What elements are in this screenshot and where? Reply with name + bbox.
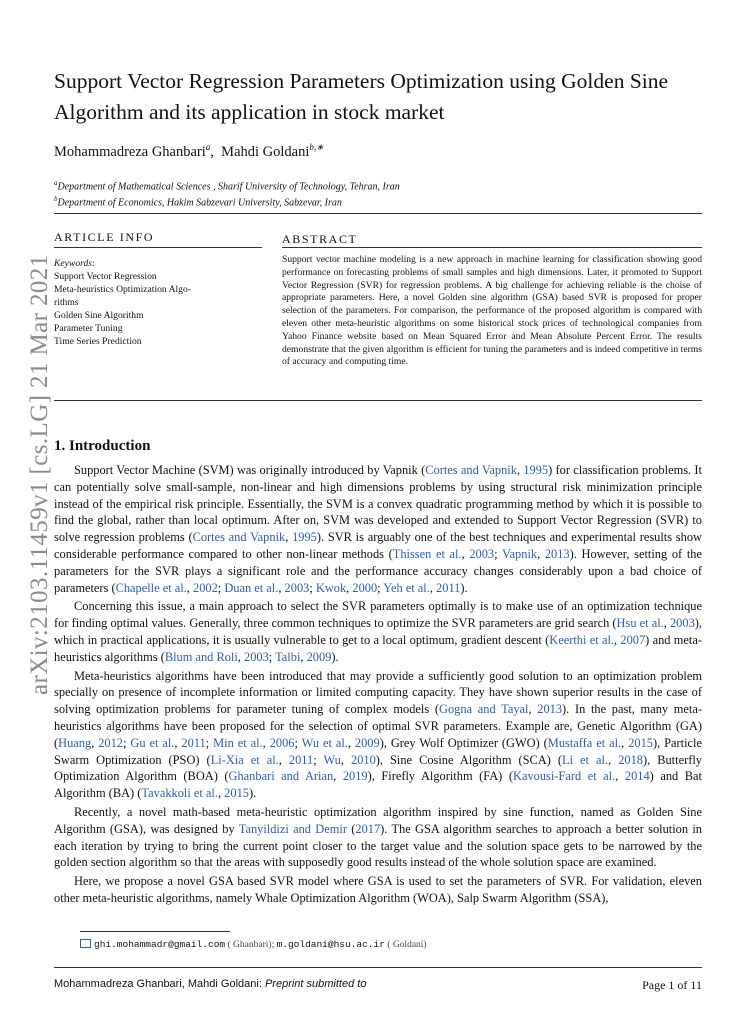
citation-link[interactable]: 2007 xyxy=(620,632,646,647)
citation-link[interactable]: Tanyildizi and Demir xyxy=(238,821,347,836)
author-name: Mohammadreza Ghanbari xyxy=(54,143,206,160)
header-rule xyxy=(54,213,702,214)
paragraph xyxy=(54,668,702,802)
article-info-rule xyxy=(54,247,262,248)
text-run: ), Grey Wolf Optimizer (GWO) ( xyxy=(379,735,548,750)
citation-link[interactable]: Hsu et al. xyxy=(616,616,664,631)
citation-link[interactable]: 2011 xyxy=(181,735,206,750)
citation-link[interactable]: 2003 xyxy=(244,649,269,664)
citation-link[interactable]: 2003 xyxy=(284,580,310,595)
text-run: ), Firefly Algorithm (FA) ( xyxy=(367,769,513,784)
citation-link[interactable]: 2011 xyxy=(436,580,461,595)
footnote-separator: ; xyxy=(271,940,275,950)
email-icon xyxy=(80,939,91,948)
text-run: ). xyxy=(248,786,257,801)
citation-link[interactable]: Wu xyxy=(323,752,341,767)
citation-link[interactable]: 2014 xyxy=(624,769,650,784)
citation-link[interactable]: 2000 xyxy=(352,580,378,595)
citation-link[interactable]: Kavousi-Fard et al. xyxy=(513,769,616,784)
text-run: Support Vector Machine (SVM) was originally introduced by Vapnik ( xyxy=(74,463,426,477)
citation-link[interactable]: Thissen et al. xyxy=(392,546,462,561)
text-run: ) and Bat Algorithm (BA) ( xyxy=(54,769,702,801)
citation-link[interactable]: Yeh et al. xyxy=(383,580,430,595)
text-run: , xyxy=(217,786,225,801)
abstract-bottom-rule xyxy=(54,400,702,401)
citation-link[interactable]: Mustaffa et al. xyxy=(547,735,622,750)
article-info-heading: ARTICLE INFO xyxy=(54,230,155,244)
citation-link[interactable]: Duan et al. xyxy=(224,580,279,595)
citation-link[interactable]: 2002 xyxy=(193,580,218,595)
text-run: , xyxy=(663,616,670,631)
citation-link[interactable]: 2003 xyxy=(469,546,495,561)
text-run: , xyxy=(537,546,545,561)
citation-link[interactable]: Huang xyxy=(58,735,92,750)
citation-link[interactable]: Gogna and Tayal xyxy=(439,702,529,717)
text-run: , xyxy=(347,735,355,750)
text-run: Meta-heuristics algorithms have been introduced that may provide a sufficiently good solution to an optimization problem specially on presence of incomplete information or limited computing capacity. They have shown superior results in the case of solving optimization problems for parameter tuning of complex models ( xyxy=(54,668,702,717)
text-run: ( xyxy=(346,821,356,836)
affiliation-text: Department of Economics, Hakim Sabzevari University, Sabzevar, Iran xyxy=(57,197,342,209)
text-run: ; xyxy=(313,752,324,767)
footnote-name: ( Goldani) xyxy=(387,940,427,950)
citation-link[interactable]: 2009 xyxy=(354,735,380,750)
affiliation-mark: b xyxy=(54,195,58,203)
text-run: ; xyxy=(377,580,384,595)
text-run: ). In the past, many meta-heuristics algorithms have been proposed for the selection of optimal SVR parameters. Example are, Genetic Algorithm (GA) ( xyxy=(54,702,702,750)
citation-link[interactable]: Blum and Roli xyxy=(164,649,238,664)
text-run: , xyxy=(429,580,437,595)
affiliation-mark: a xyxy=(54,179,58,187)
keywords-block: Keywords: Support Vector Regression Meta-heuristics Optimization Algo- rithms Golden Sine Algorithm Parameter Tuning Time Series Prediction xyxy=(54,257,234,348)
text-run: , xyxy=(528,702,538,717)
paragraph xyxy=(54,873,702,907)
citation-link[interactable]: 2012 xyxy=(98,735,123,750)
text-run: , xyxy=(262,735,270,750)
text-run: , xyxy=(608,752,619,767)
text-run: ). xyxy=(460,580,468,595)
citation-link[interactable]: 2015 xyxy=(224,786,249,801)
text-run: Recently, a novel math-based meta-heuristic optimization algorithm inspired by sine function, named as Golden Sine Algorithm (GSA), was designed by xyxy=(54,804,702,836)
text-run: , xyxy=(91,735,99,750)
citation-link[interactable]: Keerthi et al. xyxy=(549,632,614,647)
affiliation-text: Department of Mathematical Sciences , Sharif University of Technology, Tehran, Iran xyxy=(57,181,400,193)
author-name: Mahdi Goldani xyxy=(221,143,310,160)
citation-link[interactable]: Talbi xyxy=(275,649,301,664)
keyword: Meta-heuristics Optimization Algo- xyxy=(54,284,191,295)
citation-link[interactable]: Min et al. xyxy=(213,735,263,750)
text-run: ), Particle Swarm Optimization (PSO) ( xyxy=(54,735,702,767)
email-link[interactable]: m.goldani@hsu.ac.ir xyxy=(276,939,385,950)
citation-link[interactable]: 1995 xyxy=(523,463,549,477)
citation-link[interactable]: Tavakkoli et al. xyxy=(141,786,218,801)
footer-rule xyxy=(54,967,702,968)
citation-link[interactable]: Cortes and Vapnik xyxy=(192,530,286,545)
text-run: , xyxy=(278,752,289,767)
citation-link[interactable]: 2003 xyxy=(669,616,695,631)
citation-link[interactable]: 2018 xyxy=(618,752,643,767)
running-footer xyxy=(54,978,366,990)
text-run: , xyxy=(340,752,351,767)
citation-link[interactable]: Li et al. xyxy=(562,752,609,767)
citation-link[interactable]: Cortes and Vapnik xyxy=(425,463,517,477)
text-run: , xyxy=(516,463,524,477)
section-heading: 1. Introduction xyxy=(54,438,151,454)
text-run: ) and meta-heuristics algorithms ( xyxy=(54,632,702,664)
citation-link[interactable]: 2011 xyxy=(288,752,314,767)
citation-link[interactable]: Li-Xia et al. xyxy=(210,752,279,767)
text-run: , xyxy=(615,769,625,784)
footer-authors: Mohammadreza Ghanbari, Mahdi Goldani: xyxy=(54,978,262,990)
text-run: ; xyxy=(217,580,225,595)
keyword: Golden Sine Algorithm xyxy=(54,310,144,321)
text-run: , xyxy=(346,580,353,595)
text-run: ; xyxy=(309,580,316,595)
citation-link[interactable]: 2006 xyxy=(269,735,295,750)
introduction-body xyxy=(54,462,702,909)
text-run: ; xyxy=(205,735,214,750)
footnote xyxy=(80,938,427,950)
keyword: Parameter Tuning xyxy=(54,323,123,334)
author-mark: b,∗ xyxy=(309,142,324,152)
citation-link[interactable]: 2019 xyxy=(342,769,368,784)
text-run: ; xyxy=(494,546,502,561)
abstract-rule xyxy=(282,247,702,248)
keywords-label: Keywords xyxy=(54,258,93,269)
text-run: ). The GSA algorithm searches to approach a better solution in each iteration by trying to bring the current point closer to the target value and the solution space gets to be narrowed by the golden section algorithm so that the areas with supposedly good results instead of the whole solution space are examined. xyxy=(54,821,702,870)
paragraph xyxy=(54,598,702,665)
citation-link[interactable]: Wu et al. xyxy=(301,735,348,750)
text-run: Here, we propose a novel GSA based SVR model where GSA is used to set the parameters of SVR. For validation, eleven other meta-heuristic algorithms, namely Whale Optimization Algorithm (WOA), Salp Swarm Algorithm (SSA), xyxy=(54,874,702,905)
citation-link[interactable]: 1995 xyxy=(292,530,317,545)
citation-link[interactable]: Vapnik xyxy=(501,546,538,561)
text-run: , xyxy=(613,632,621,647)
footnote-name: ( Ghanbari) xyxy=(227,940,272,950)
text-run: , xyxy=(300,649,307,664)
citation-link[interactable]: Gu et al. xyxy=(130,735,175,750)
author-list: Mohammadreza Ghanbari$^a$, Mahdi Goldani$^{b,∗}$ xyxy=(54,142,324,160)
affiliation xyxy=(54,179,400,192)
text-run: , xyxy=(174,735,182,750)
citation-link[interactable]: 2013 xyxy=(537,702,563,717)
text-run: , xyxy=(333,769,343,784)
text-run: , xyxy=(461,546,470,561)
text-run: ; xyxy=(123,735,131,750)
text-run: , xyxy=(285,530,293,545)
citation-link[interactable]: Ghanbari and Arian xyxy=(228,769,334,784)
citation-link[interactable]: 2013 xyxy=(544,546,570,561)
citation-link[interactable]: 2015 xyxy=(628,735,653,750)
citation-link[interactable]: Kwok xyxy=(315,580,347,595)
text-run: , xyxy=(621,735,629,750)
citation-link[interactable]: Chapelle et al. xyxy=(115,580,187,595)
paper-title: Support Vector Regression Parameters Optimization using Golden Sine Algorithm and its application in stock market xyxy=(54,69,669,124)
paragraph xyxy=(54,462,702,596)
keyword: rithms xyxy=(54,297,79,308)
footer-status: Preprint submitted to xyxy=(264,978,367,990)
citation-link[interactable]: 2010 xyxy=(351,752,376,767)
text-run: , xyxy=(186,580,193,595)
page-number: Page 1 of 11 xyxy=(642,978,702,992)
keyword: Support Vector Regression xyxy=(54,271,157,282)
citation-link[interactable]: 2009 xyxy=(306,649,332,664)
abstract-heading: ABSTRACT xyxy=(282,232,358,246)
arxiv-stamp-text: arXiv:2103.11459v1 [cs.LG] 21 Mar 2021 xyxy=(26,254,53,695)
text-run: ), Sine Cosine Algorithm (SCA) ( xyxy=(375,752,563,767)
email-link[interactable]: ghi.mohammadr@gmail.com xyxy=(94,939,226,950)
author-mark: a xyxy=(205,142,211,152)
affiliation xyxy=(54,195,342,208)
text-run: ). However, setting of the parameters for the SVR plays a significant role and the performance accuracy changes considerably upon a bad choice of parameters ( xyxy=(54,546,702,595)
text-run: , xyxy=(237,649,244,664)
text-run: ). xyxy=(331,649,339,664)
text-run: ). SVR is arguably one of the best techniques and experimental results show considerable performance compared to other non-linear methods ( xyxy=(54,530,702,561)
text-run: ; xyxy=(268,649,276,664)
abstract-text: Support vector machine modeling is a new approach in machine learning for classification showing good performance on forecasting problems of small samples and high dimensions. Later, it promoted to Support Vector Regression (SVR) for regression problems. A big challenge for achieving reliable is the choise of appropriate parameters. Here, a novel Golden sine algorithm (GSA) based SVR is proposed for proper selection of the parameters. For comparison, the performance of the proposed algorithm is compared with eleven other meta-heuristic algorithms on some historical stock prices of technological companies from Yahoo Finance website based on Mean Squared Error and Mean Absolute Percent Error. The results demonstrate that the given algorithm is efficient for tuning the parameters and is indeed competitive in terms of accuracy and computing time. xyxy=(282,254,702,368)
footnote-rule xyxy=(80,931,230,932)
text-run: ), Butterfly Optimization Algorithm (BOA) ( xyxy=(54,752,702,784)
citation-link[interactable]: 2017 xyxy=(355,821,381,836)
text-run: , xyxy=(278,580,285,595)
text-run: ), which in practical applications, it is usually vulnerable to get to a local optimum, gradient descent ( xyxy=(54,616,702,647)
text-run: ; xyxy=(294,735,302,750)
text-run: ) for classification problems. It can potentially solve small-sample, non-linear and high dimensions problems by using structural risk minimization principle instead of the empirical risk principle. Essentially, the SVM is a convex quadratic programming method by which it is possible to find the global, rather than local optimum. After on, SVM was developed and extended to Support Vector Regression (SVR) to solve regression problems ( xyxy=(54,463,702,545)
text-run: Concerning this issue, a main approach to select the SVR parameters optimally is to make use of an optimization technique for finding optimal values. Generally, three common techniques to optimize the SVR parameters are grid search ( xyxy=(54,599,702,631)
paragraph xyxy=(54,804,702,871)
keyword: Time Series Prediction xyxy=(54,336,142,347)
